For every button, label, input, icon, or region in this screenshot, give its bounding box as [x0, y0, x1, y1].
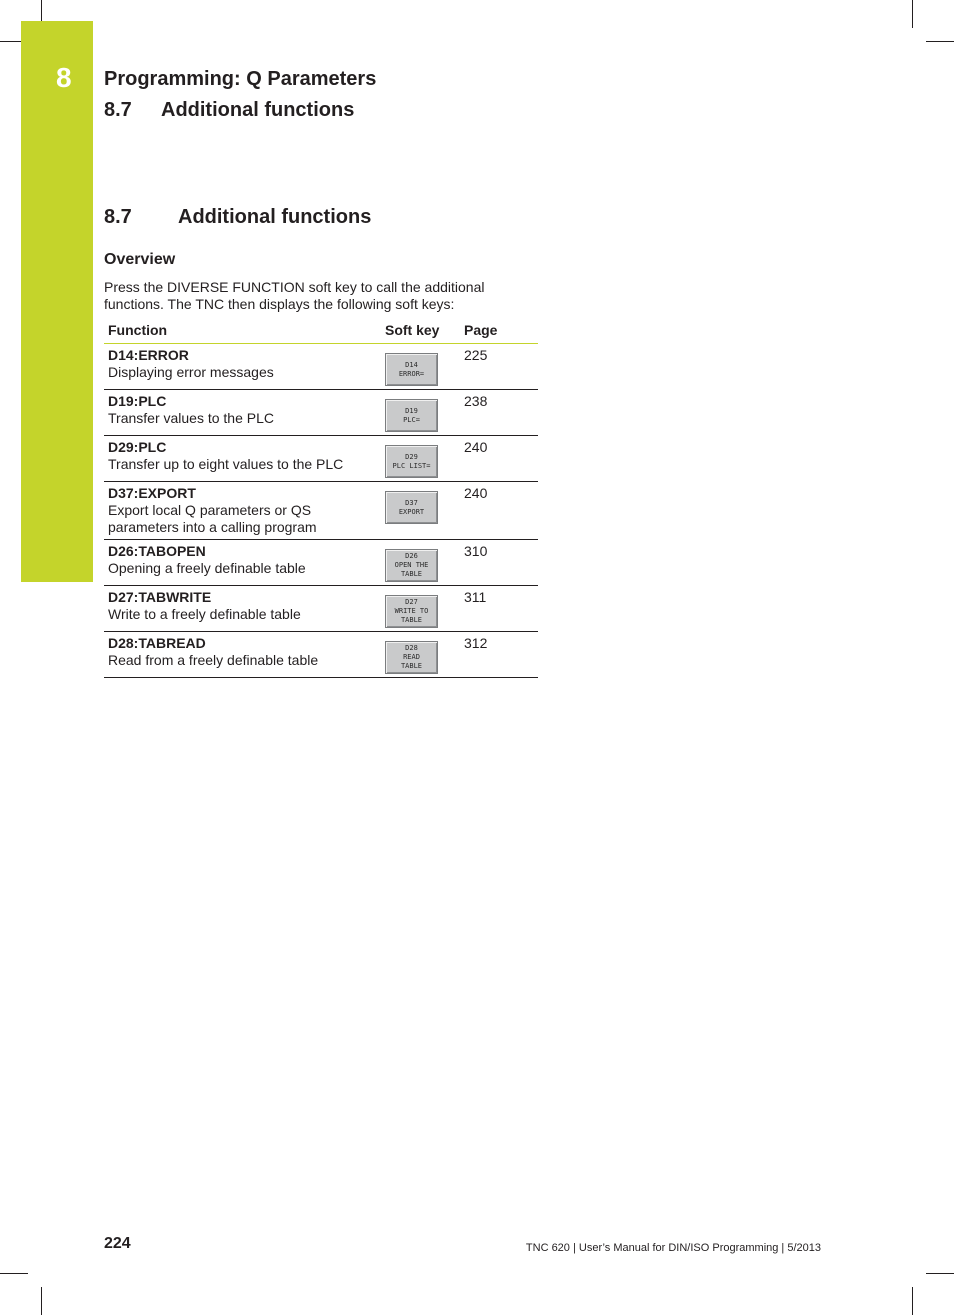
function-name: D27:TABWRITE [108, 589, 212, 605]
softkey-label: D14 [405, 360, 418, 369]
softkey-label: D27 [405, 598, 418, 606]
table-header-row [104, 320, 538, 344]
crop-mark [912, 0, 913, 28]
page-reference: 240 [460, 436, 538, 482]
table-body [104, 344, 538, 678]
softkey-label: D19 [405, 406, 418, 415]
chapter-sidebar [21, 21, 93, 582]
function-description: Read from a freely definable table [108, 652, 319, 668]
function-cell [104, 632, 381, 678]
function-cell [104, 436, 381, 482]
crop-mark [0, 1273, 28, 1274]
softkey-button[interactable] [385, 445, 438, 478]
page-reference: 310 [460, 540, 538, 586]
softkey-label: ERROR= [398, 369, 425, 378]
function-name: D14:ERROR [108, 347, 189, 363]
softkey-label: D28 [405, 644, 418, 652]
section-number: 8.7 [104, 206, 132, 228]
page-reference: 240 [460, 482, 538, 540]
page-reference: 312 [460, 632, 538, 678]
softkey-label: TABLE [400, 570, 423, 578]
crop-mark [41, 1287, 42, 1315]
softkey-cell [381, 586, 460, 632]
page-reference: 311 [460, 586, 538, 632]
running-header-section [104, 99, 354, 122]
function-description: Transfer values to the PLC [108, 410, 275, 426]
softkey-button[interactable] [385, 491, 438, 524]
crop-mark [912, 1287, 913, 1315]
softkey-label: WRITE TO [394, 607, 429, 615]
softkey-label: D37 [405, 498, 418, 507]
running-header-chapter: Programming: Q Parameters [104, 68, 377, 90]
crop-mark [926, 41, 954, 42]
function-description: Opening a freely definable table [108, 560, 306, 576]
table-row [104, 390, 538, 436]
softkey-label: PLC LIST= [392, 461, 431, 470]
function-table [104, 320, 538, 678]
function-cell [104, 586, 381, 632]
softkey-button[interactable] [385, 595, 438, 628]
function-name: D19:PLC [108, 393, 167, 409]
function-name: D26:TABOPEN [108, 543, 206, 559]
softkey-button[interactable] [385, 549, 438, 582]
function-cell [104, 390, 381, 436]
table-row [104, 482, 538, 540]
softkey-cell [381, 482, 460, 540]
table-row [104, 436, 538, 482]
function-description: Write to a freely definable table [108, 606, 301, 622]
footer-text: TNC 620 | User’s Manual for DIN/ISO Programming | 5/2013 [525, 1242, 821, 1254]
chapter-number: 8 [56, 62, 72, 93]
page-reference: 238 [460, 390, 538, 436]
header-page: Page [460, 320, 538, 344]
overview-heading: Overview [104, 251, 176, 268]
function-description: Transfer up to eight values to the PLC [108, 456, 344, 472]
function-name: D28:TABREAD [108, 635, 206, 651]
running-section-number: 8.7 [104, 99, 132, 121]
softkey-label: TABLE [400, 616, 423, 624]
softkey-cell [381, 632, 460, 678]
function-cell [104, 344, 381, 390]
softkey-label: PLC= [403, 415, 420, 424]
softkey-label: D26 [405, 552, 418, 560]
softkey-label: READ [403, 653, 420, 661]
table-row [104, 344, 538, 390]
softkey-label: OPEN THE [394, 561, 429, 569]
page-reference: 225 [460, 344, 538, 390]
softkey-button[interactable] [385, 353, 438, 386]
header-function: Function [104, 320, 381, 344]
softkey-label: EXPORT [398, 507, 425, 516]
running-section-title: Additional functions [161, 99, 355, 121]
table-row [104, 586, 538, 632]
softkey-label: D29 [405, 452, 418, 461]
softkey-cell [381, 390, 460, 436]
softkey-button[interactable] [385, 641, 438, 674]
softkey-cell [381, 540, 460, 586]
softkey-cell [381, 436, 460, 482]
function-cell [104, 540, 381, 586]
function-name: D37:EXPORT [108, 485, 196, 501]
section-title: Additional functions [178, 206, 372, 228]
function-description: Export local Q parameters or QS parameters into a calling program [108, 502, 317, 535]
header-softkey: Soft key [381, 320, 460, 344]
page-number: 224 [104, 1235, 131, 1252]
function-name: D29:PLC [108, 439, 167, 455]
function-cell [104, 482, 381, 540]
softkey-cell [381, 344, 460, 390]
table-row [104, 540, 538, 586]
table-row [104, 632, 538, 678]
softkey-button[interactable] [385, 399, 438, 432]
function-description: Displaying error messages [108, 364, 274, 380]
crop-mark [926, 1273, 954, 1274]
section-heading [104, 206, 371, 229]
overview-intro: Press the DIVERSE FUNCTION soft key to call the additional functions. The TNC then displays the following soft keys: [104, 279, 485, 312]
softkey-label: TABLE [400, 662, 423, 670]
